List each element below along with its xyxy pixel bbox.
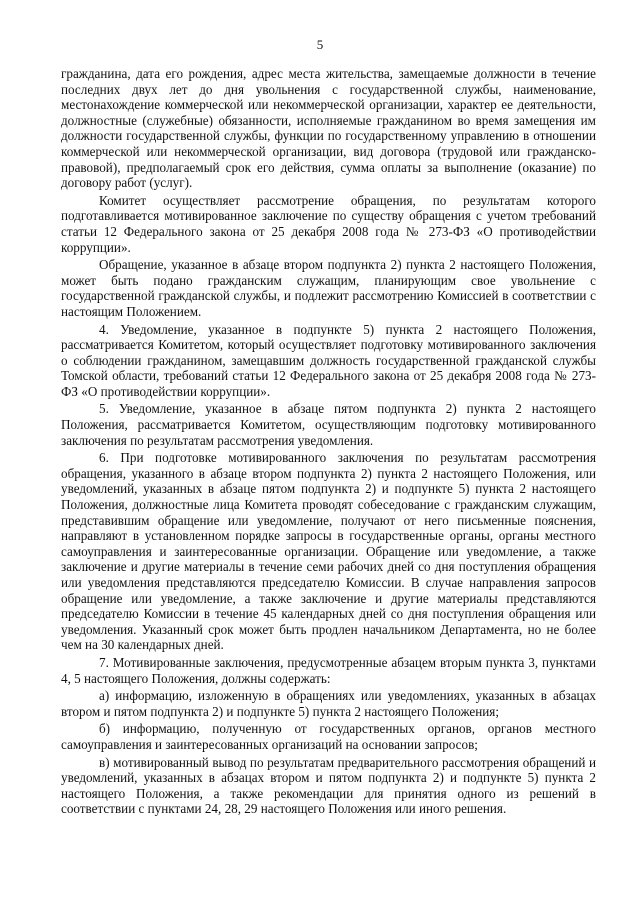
- paragraph-item-6: 6. При подготовке мотивированного заключения по результатам рассмотрения обращения, указанного в абзаце втором подпункта 2) пункта 2 настоящего Положения, или уведомлений, указанных в абзаце пятом подпункта 2) и подпункте 5) пункта 2 настоящего Положения, должностные лица Комитета проводят собеседование с гражданским служащим, представившим обращение или уведомление, получают от него письменные пояснения, направляют в установленном порядке запросы в государственные органы, органы местного самоуправления и заинтересованные организации. Обращение или уведомление, а также заключение и другие материалы в течение семи рабочих дней со дня поступления обращения или уведомления представляются председателю Комиссии. В случае направления запросов обращение или уведомление, а также заключение и другие материалы представляются председателю Комиссии в течение 45 календарных дней со дня поступления обращения или уведомления. Указанный срок может быть продлен начальником Департамента, но не более чем на 30 календарных дней.: [61, 450, 596, 653]
- paragraph-item-7-a: а) информацию, изложенную в обращениях или уведомлениях, указанных в абзацах втором и пятом подпункта 2) и подпункте 5) пункта 2 настоящего Положения;: [61, 688, 596, 719]
- document-body: [61, 66, 596, 817]
- paragraph-continuation: гражданина, дата его рождения, адрес места жительства, замещаемые должности в течение последних двух лет до дня увольнения с государственной службы, наименование, местонахождение коммерческой или некоммерческой организации, характер ее деятельности, должностные (служебные) обязанности, исполняемые гражданином во время замещения им должности государственной службы, функции по государственному управлению в отношении коммерческой или некоммерческой организации, вид договора (трудовой или гражданско-правовой), предполагаемый срок его действия, сумма оплаты за выполнение (оказание) по договору работ (услуг).: [61, 66, 596, 191]
- page-number: 5: [316, 37, 324, 52]
- paragraph-committee-review: Комитет осуществляет рассмотрение обращения, по результатам которого подготавливается мотивированное заключение по существу обращения с учетом требований статьи 12 Федерального закона от 25 декабря 2008 года № 273-ФЗ «О противодействии коррупции».: [61, 192, 596, 255]
- paragraph-appeal-submission: Обращение, указанное в абзаце втором подпункта 2) пункта 2 настоящего Положения, может быть подано гражданским служащим, планирующим свое увольнение с государственной гражданской службы, и подлежит рассмотрению Комиссией в соответствии с настоящим Положением.: [61, 257, 596, 319]
- paragraph-item-4: 4. Уведомление, указанное в подпункте 5) пункта 2 настоящего Положения, рассматривается Комитетом, который осуществляет подготовку мотивированного заключения о соблюдении гражданином, замещавшим должность государственной гражданской службы Томской области, требований статьи 12 Федерального закона от 25 декабря 2008 года № 273-ФЗ «О противодействии коррупции».: [61, 321, 596, 399]
- paragraph-item-7-b: б) информацию, полученную от государственных органов, органов местного самоуправления и заинтересованных организаций на основании запросов;: [61, 721, 596, 752]
- paragraph-item-7-c: в) мотивированный вывод по результатам предварительного рассмотрения обращений и уведомлений, указанных в абзацах втором и пятом подпункта 2) и подпункте 5) пункта 2 настоящего Положения, а также рекомендации для принятия одного из решений в соответствии с пунктами 24, 28, 29 настоящего Положения или иного решения.: [61, 754, 596, 817]
- paragraph-item-7: 7. Мотивированные заключения, предусмотренные абзацем вторым пункта 3, пунктами 4, 5 настоящего Положения, должны содержать:: [61, 654, 596, 686]
- paragraph-item-5: 5. Уведомление, указанное в абзаце пятом подпункта 2) пункта 2 настоящего Положения, рассматривается Комитетом, осуществляющим подготовку мотивированного заключения по результатам рассмотрения уведомления.: [61, 401, 596, 448]
